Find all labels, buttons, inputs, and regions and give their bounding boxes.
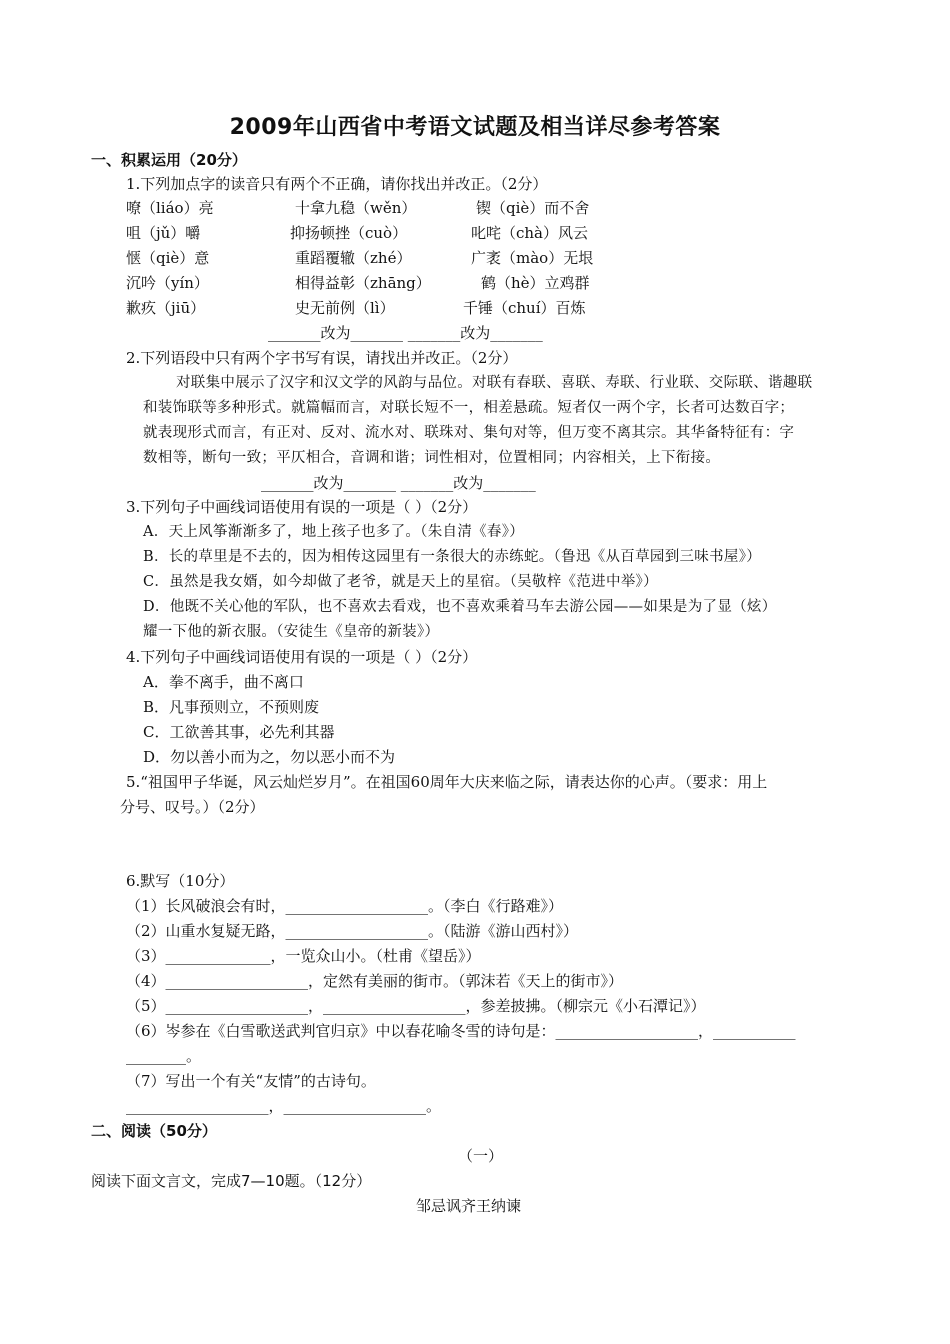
- q3-option-c[interactable]: C．虽然是我女婿，如今却做了老爷，就是天上的星宿。（吴敬梓《范进中举》）: [143, 574, 658, 590]
- reading-part-label: （一）: [458, 1147, 504, 1165]
- q3-option-a[interactable]: A．天上风筝渐渐多了，地上孩子也多了。（朱自清《春》）: [143, 524, 525, 540]
- question-1-stem: 1.下列加点字的读音只有两个不正确，请你找出并改正。（2分）: [126, 175, 548, 193]
- q1-item: 锲（qiè）而不舍: [476, 199, 590, 217]
- q1-item: 史无前例（lì）: [295, 299, 395, 317]
- q1-item: 沉吟（yín）: [126, 274, 209, 292]
- q4-option-a[interactable]: A．拳不离手，曲不离口: [143, 673, 304, 691]
- q6-item-6-continued[interactable]: ________。: [126, 1047, 202, 1065]
- q1-item: 千锤（chuí）百炼: [463, 299, 586, 317]
- question-4-stem: 4.下列句子中画线词语使用有误的一项是（ ）（2分）: [126, 648, 478, 666]
- q3-option-d-continued: 耀一下他的新衣服。（安徒生《皇帝的新装》）: [143, 624, 440, 640]
- q1-item: 咀（jǔ）嚼: [126, 224, 201, 242]
- q1-item: 嘹（liáo）亮: [126, 199, 214, 217]
- q6-item-5[interactable]: （5）___________________，___________________，参差披拂。（柳宗元《小石潭记》）: [126, 997, 706, 1015]
- q1-item: 歉疚（jiū）: [126, 299, 206, 317]
- question-5-stem-continued: 分号、叹号。）（2分）: [120, 798, 265, 816]
- q3-option-b[interactable]: B．长的草里是不去的，因为相传这园里有一条很大的赤练蛇。（鲁迅《从百草园到三味书屋》）: [143, 549, 762, 565]
- q1-item: 广袤（mào）无垠: [471, 249, 594, 267]
- q1-answer-blanks[interactable]: _______改为_______ _______改为_______: [268, 324, 543, 342]
- q6-item-7: （7）写出一个有关“友情”的古诗句。: [126, 1072, 376, 1090]
- q2-paragraph-line: 和装饰联等多种形式。就篇幅而言，对联长短不一，相差悬疏。短者仅一两个字，长者可达数百字；: [143, 400, 795, 416]
- q6-item-7-blanks[interactable]: ___________________，___________________。: [126, 1097, 442, 1115]
- q1-item: 重蹈覆辙（zhé）: [295, 249, 412, 267]
- q1-item: 十拿九稳（wěn）: [295, 199, 417, 217]
- q4-option-d[interactable]: D．勿以善小而为之，勿以恶小而不为: [143, 748, 396, 766]
- q1-item: 抑扬顿挫（cuò）: [290, 224, 408, 242]
- q1-item: 叱咤（chà）风云: [471, 224, 589, 242]
- q2-paragraph-line: 就表现形式而言，有正对、反对、流水对、联珠对、集句对等，但万变不离其宗。其华备特征有：字: [143, 425, 795, 441]
- section-heading-accumulation: 一、积累运用（20分）: [91, 151, 247, 169]
- question-2-stem: 2.下列语段中只有两个字书写有误，请找出并改正。（2分）: [126, 349, 518, 367]
- q1-item: 鹤（hè）立鸡群: [481, 274, 590, 292]
- q1-item: 惬（qiè）意: [126, 249, 210, 267]
- q6-item-4[interactable]: （4）___________________，定然有美丽的街市。（郭沫若《天上的街市》）: [126, 972, 624, 990]
- question-3-stem: 3.下列句子中画线词语使用有误的一项是（ ）（2分）: [126, 498, 478, 516]
- q2-answer-blanks[interactable]: _______改为_______ _______改为_______: [261, 474, 536, 492]
- q4-option-c[interactable]: C．工欲善其事，必先利其器: [143, 723, 335, 741]
- reading-instructions: 阅读下面文言文，完成7—10题。（12分）: [91, 1172, 372, 1190]
- section-heading-reading: 二、阅读（50分）: [91, 1122, 217, 1140]
- question-5-stem: 5.“祖国甲子华诞，风云灿烂岁月”。在祖国60周年大庆来临之际，请表达你的心声。（要求：用上: [126, 773, 768, 791]
- q2-paragraph-line: 数相等，断句一致；平仄相合，音调和谐；词性相对，位置相同；内容相关，上下衔接。: [143, 450, 721, 466]
- q6-item-6[interactable]: （6）岑参在《白雪歌送武判官归京》中以春花喻冬雪的诗句是：___________________，___________: [126, 1022, 796, 1040]
- page-title: 2009年山西省中考语文试题及相当详尽参考答案: [229, 115, 721, 140]
- question-6-stem: 6.默写（10分）: [126, 872, 235, 890]
- q6-item-3[interactable]: （3）______________，一览众山小。（杜甫《望岳》）: [126, 947, 481, 965]
- q6-item-2[interactable]: （2）山重水复疑无路，___________________。（陆游《游山西村》）: [126, 922, 579, 940]
- q6-item-1[interactable]: （1）长风破浪会有时，___________________。（李白《行路难》）: [126, 897, 564, 915]
- q4-option-b[interactable]: B．凡事预则立，不预则废: [143, 698, 320, 716]
- q2-paragraph-line: 对联集中展示了汉字和汉文学的风韵与品位。对联有春联、喜联、寿联、行业联、交际联、谐趣联: [176, 375, 813, 391]
- q3-option-d[interactable]: D．他既不关心他的军队，也不喜欢去看戏，也不喜欢乘着马车去游公园——如果是为了显（炫）: [143, 599, 777, 615]
- passage-title: 邹忌讽齐王纳谏: [416, 1197, 522, 1215]
- q1-item: 相得益彰（zhāng）: [295, 274, 431, 292]
